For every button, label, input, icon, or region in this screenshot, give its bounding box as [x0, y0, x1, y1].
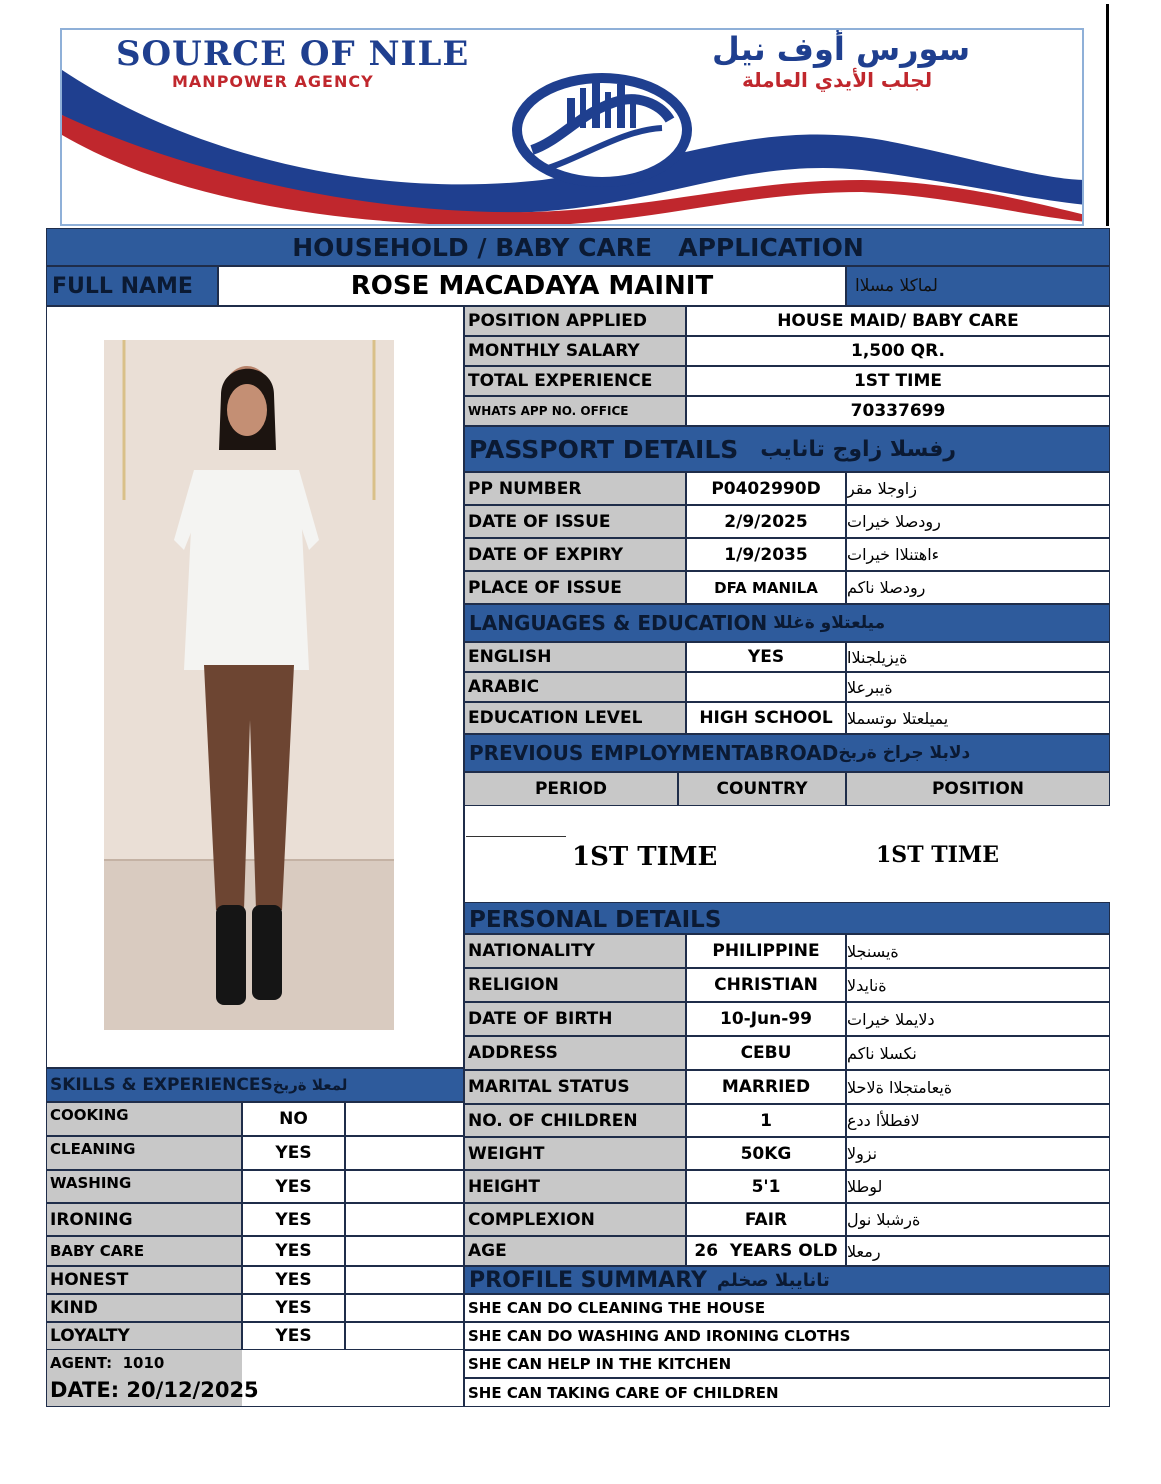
skill-value-loyalty: YES [242, 1322, 345, 1350]
personal-label-marital: MARITAL STATUS [464, 1070, 686, 1104]
job-label-salary: MONTHLY SALARY [464, 336, 686, 366]
skill-label-baby-care: BABY CARE [46, 1236, 242, 1266]
education-value: HIGH SCHOOL [686, 702, 846, 734]
language-value-arabic [686, 672, 846, 702]
skill-label-kind: KIND [46, 1294, 242, 1322]
profile-line-4: SHE CAN TAKING CARE OF CHILDREN [464, 1378, 1110, 1407]
passport-arabic-expiry-date: ءاهتنلاا خيرات [846, 538, 1110, 571]
passport-label-expiry-date: DATE OF EXPIRY [464, 538, 686, 571]
language-label-arabic: ARABIC [464, 672, 686, 702]
skill-label-ironing: IRONING [46, 1203, 242, 1236]
previous-employment-heading [464, 734, 1110, 772]
header-banner [60, 28, 1084, 226]
previous-entry-underline [466, 836, 566, 837]
job-value-position: HOUSE MAID/ BABY CARE [686, 306, 1110, 336]
profile-heading-text: PROFILE SUMMARY [469, 1267, 707, 1293]
header-edge-line [1106, 4, 1109, 226]
logo-arabic-subtitle: لجلب الأيدي العاملة [742, 68, 933, 92]
personal-value-address: CEBU [686, 1036, 846, 1070]
skill-note-kind [345, 1294, 464, 1322]
profile-line-1: SHE CAN DO CLEANING THE HOUSE [464, 1294, 1110, 1322]
profile-line-2: SHE CAN DO WASHING AND IRONING CLOTHS [464, 1322, 1110, 1350]
full-name-label-arabic: لماكلا مسلاا [846, 266, 1110, 306]
languages-heading-text: LANGUAGES & EDUCATION [469, 611, 768, 635]
agent-code: AGENT: 1010 [50, 1354, 165, 1372]
personal-label-height: HEIGHT [464, 1170, 686, 1203]
personal-heading: PERSONAL DETAILS [464, 902, 1110, 934]
language-arabic-arabic: ةيبرعلا [846, 672, 1110, 702]
personal-value-weight: 50KG [686, 1137, 846, 1170]
personal-arabic-nationality: ةيسنجلا [846, 934, 1110, 968]
profile-heading [464, 1266, 1110, 1294]
previous-col-period: PERIOD [464, 772, 678, 806]
skill-value-baby-care: YES [242, 1236, 345, 1266]
previous-col-position: POSITION [846, 772, 1110, 806]
skill-label-cooking: COOKING [46, 1102, 242, 1136]
skill-note-cooking [345, 1102, 464, 1136]
previous-col-country: COUNTRY [678, 772, 846, 806]
candidate-photo [104, 340, 394, 1030]
job-value-salary: 1,500 QR. [686, 336, 1110, 366]
skill-label-honest: HONEST [46, 1266, 242, 1294]
passport-arabic-place: رودصلا ناكم [846, 571, 1110, 604]
personal-value-complexion: FAIR [686, 1203, 846, 1236]
job-label-whatsapp: WHATS APP NO. OFFICE [464, 396, 686, 426]
languages-heading [464, 604, 1110, 642]
passport-heading-arabic: رفسلا زاوج تانايب [760, 436, 957, 462]
personal-value-height: 5'1 [686, 1170, 846, 1203]
skill-note-washing [345, 1170, 464, 1203]
previous-employment-heading-arabic: دلابلا جراخ ةربخ [838, 743, 971, 763]
logo-english-title: SOURCE OF NILE [116, 34, 470, 74]
skill-value-honest: YES [242, 1266, 345, 1294]
passport-heading-text: PASSPORT DETAILS [469, 434, 739, 464]
skill-label-loyalty: LOYALTY [46, 1322, 242, 1350]
profile-heading-arabic: تانايبلا صخلم [716, 1269, 830, 1291]
skills-heading-arabic: لمعلا ةربخ [272, 1076, 348, 1094]
passport-label-issue-date: DATE OF ISSUE [464, 505, 686, 538]
skill-value-ironing: YES [242, 1203, 345, 1236]
skill-note-honest [345, 1266, 464, 1294]
personal-arabic-address: نكسلا ناكم [846, 1036, 1110, 1070]
skill-value-cleaning: YES [242, 1136, 345, 1170]
personal-value-birth-date: 10-Jun-99 [686, 1002, 846, 1036]
job-label-experience: TOTAL EXPERIENCE [464, 366, 686, 396]
previous-entry-position: 1ST TIME [876, 842, 1000, 868]
personal-arabic-age: رمعلا [846, 1236, 1110, 1266]
personal-value-marital: MARRIED [686, 1070, 846, 1104]
skill-value-cooking: NO [242, 1102, 345, 1136]
passport-arabic-issue-date: رودصلا خيرات [846, 505, 1110, 538]
passport-arabic-number: زاوجلا مقر [846, 472, 1110, 505]
personal-value-religion: CHRISTIAN [686, 968, 846, 1002]
passport-value-issue-date: 2/9/2025 [686, 505, 846, 538]
personal-value-age: 26 YEARS OLD [686, 1236, 846, 1266]
passport-value-place: DFA MANILA [686, 571, 846, 604]
passport-label-number: PP NUMBER [464, 472, 686, 505]
personal-arabic-weight: نزولا [846, 1137, 1110, 1170]
skill-value-washing: YES [242, 1170, 345, 1203]
language-label-english: ENGLISH [464, 642, 686, 672]
personal-value-nationality: PHILIPPINE [686, 934, 846, 968]
education-label: EDUCATION LEVEL [464, 702, 686, 734]
personal-value-children: 1 [686, 1104, 846, 1137]
skill-note-ironing [345, 1203, 464, 1236]
personal-arabic-birth-date: دلايملا خيرات [846, 1002, 1110, 1036]
personal-label-age: AGE [464, 1236, 686, 1266]
personal-arabic-marital: ةيعامتجلاا ةلاحلا [846, 1070, 1110, 1104]
logo-english-subtitle: MANPOWER AGENCY [172, 72, 374, 91]
passport-value-number: P0402990D [686, 472, 846, 505]
logo-arabic-title: سورس أوف نيل [712, 30, 971, 68]
skills-heading [46, 1068, 464, 1102]
skill-note-cleaning [345, 1136, 464, 1170]
personal-arabic-children: لافطلأا ددع [846, 1104, 1110, 1137]
personal-label-weight: WEIGHT [464, 1137, 686, 1170]
full-name-value: ROSE MACADAYA MAINIT [218, 266, 846, 306]
personal-arabic-height: لوطلا [846, 1170, 1110, 1203]
education-arabic: يميلعتلا ىوتسملا [846, 702, 1110, 734]
languages-heading-arabic: ميلعتلاو ةغللا [773, 613, 886, 633]
personal-label-complexion: COMPLEXION [464, 1203, 686, 1236]
skill-value-kind: YES [242, 1294, 345, 1322]
passport-value-expiry-date: 1/9/2035 [686, 538, 846, 571]
personal-label-nationality: NATIONALITY [464, 934, 686, 968]
previous-employment-heading-text: PREVIOUS EMPLOYMENTABROAD [469, 741, 839, 765]
profile-line-3: SHE CAN HELP IN THE KITCHEN [464, 1350, 1110, 1378]
previous-entry-period: 1ST TIME [572, 842, 718, 872]
full-name-label: FULL NAME [46, 266, 218, 306]
personal-label-birth-date: DATE OF BIRTH [464, 1002, 686, 1036]
skill-note-baby-care [345, 1236, 464, 1266]
skills-heading-text: SKILLS & EXPERIENCES [50, 1075, 273, 1095]
personal-label-address: ADDRESS [464, 1036, 686, 1070]
form-title-bar [46, 228, 1110, 266]
language-value-english: YES [686, 642, 846, 672]
job-label-position: POSITION APPLIED [464, 306, 686, 336]
application-date: DATE: 20/12/2025 [50, 1378, 259, 1402]
personal-arabic-complexion: ةرشبلا نول [846, 1203, 1110, 1236]
passport-label-place: PLACE OF ISSUE [464, 571, 686, 604]
job-value-experience: 1ST TIME [686, 366, 1110, 396]
personal-label-children: NO. OF CHILDREN [464, 1104, 686, 1137]
job-value-whatsapp: 70337699 [686, 396, 1110, 426]
previous-entry-area [464, 806, 1110, 902]
personal-label-religion: RELIGION [464, 968, 686, 1002]
passport-heading [464, 426, 1110, 472]
form-title: HOUSEHOLD / BABY CARE APPLICATION [292, 232, 864, 262]
skill-label-washing: WASHING [46, 1170, 242, 1203]
language-arabic-english: ةيزيلجنلاا [846, 642, 1110, 672]
skill-label-cleaning: CLEANING [46, 1136, 242, 1170]
personal-arabic-religion: ةنايدلا [846, 968, 1110, 1002]
skill-note-loyalty [345, 1322, 464, 1350]
